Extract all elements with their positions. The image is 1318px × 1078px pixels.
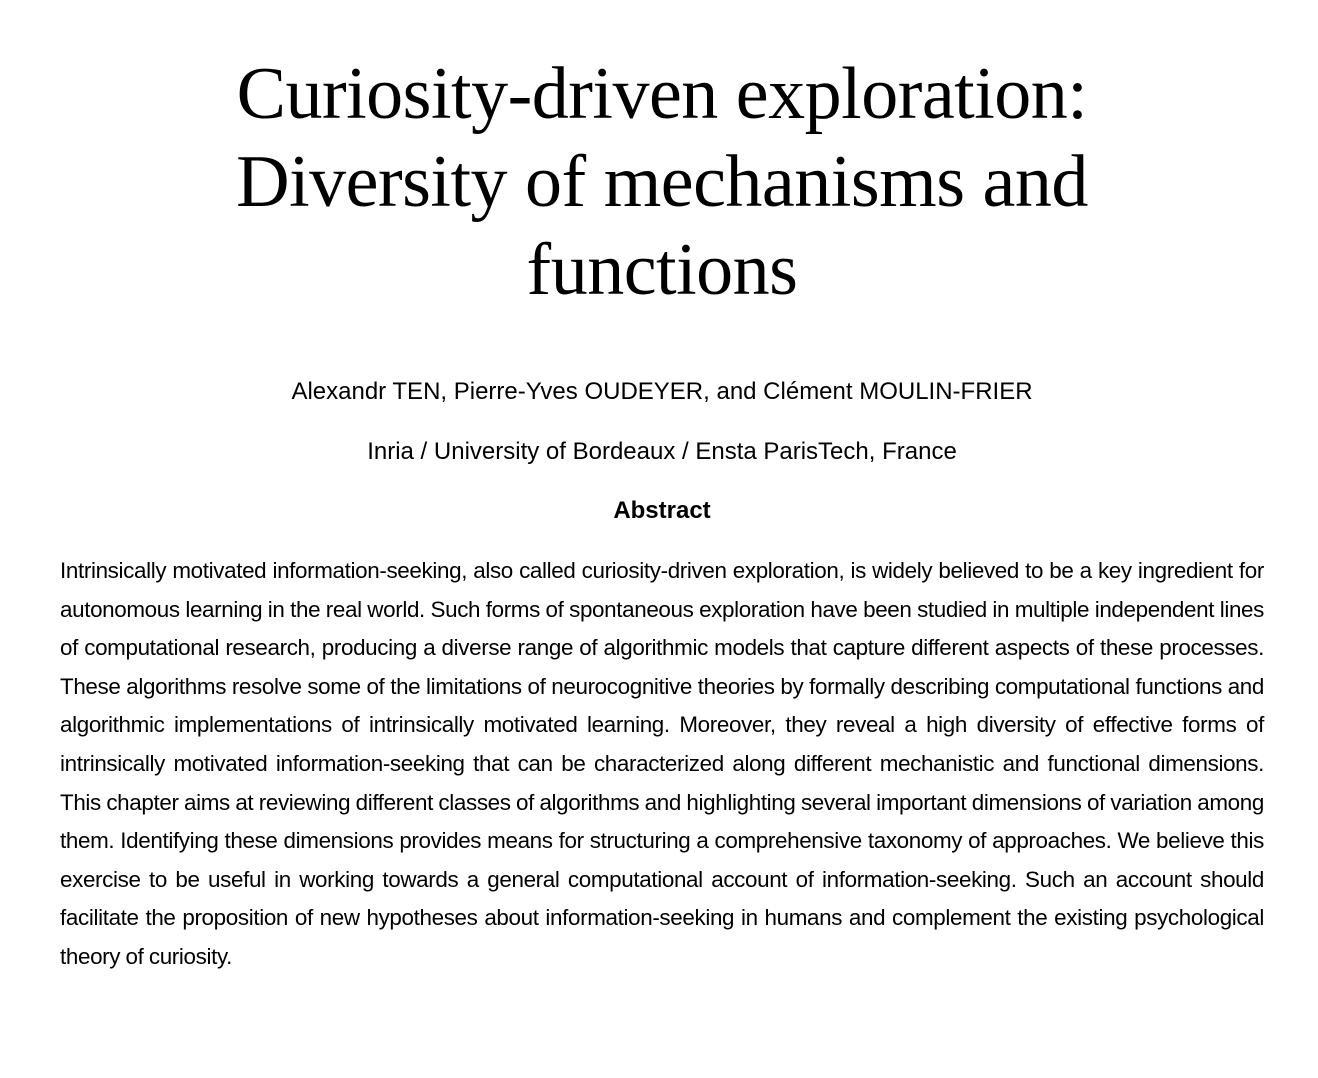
abstract-text: Intrinsically motivated information-seeking, also called curiosity-driven exploration, is widely believed to be a key ingredient for autonomous learning in the real world. Such forms of spontaneous exploration have been studied in multiple independent lines of computational research, producing a diverse range of algorithmic models that capture different aspects of these processes. These algorithms resolve some of the limitations of neurocognitive theories by formally describing computational functions and algorithmic implementations of intrinsically motivated learning. Moreover, they reveal a high diversity of effective forms of intrinsically motivated information-seeking that can be characterized along different mechanistic and functional dimensions. This chapter aims at reviewing different classes of algorithms and highlighting several important dimensions of variation among them. Identifying these dimensions provides means for structuring a comprehensive taxonomy of approaches. We believe this exercise to be useful in working towards a general computational account of information-seeking. Such an account should facilitate the proposition of new hypotheses about information-seeking in humans and complement the existing psychological theory of curiosity. bbox=[60, 558, 1264, 969]
paper-title bbox=[60, 50, 1264, 314]
title-line-3: functions bbox=[526, 229, 798, 311]
affiliation: Inria / University of Bordeaux / Ensta ParisTech, France bbox=[367, 438, 957, 465]
author-list: Alexandr TEN, Pierre-Yves OUDEYER, and Clément MOULIN-FRIER bbox=[291, 378, 1033, 405]
title-line-1: Curiosity-driven exploration: bbox=[236, 53, 1088, 135]
abstract-heading: Abstract bbox=[613, 497, 711, 524]
paper-page bbox=[60, 0, 1264, 977]
title-line-2: Diversity of mechanisms and bbox=[236, 141, 1088, 223]
